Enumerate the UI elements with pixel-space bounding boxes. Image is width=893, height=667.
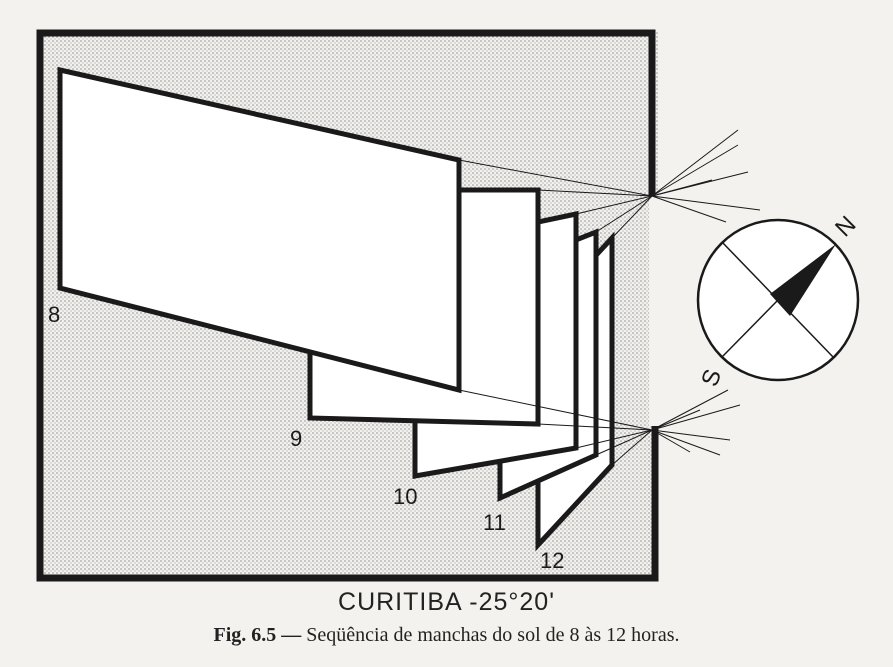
location-label: CURITIBA -25°20' — [338, 588, 555, 616]
hour-label-8: 8 — [48, 302, 61, 327]
compass — [696, 211, 861, 390]
hour-label-9: 9 — [290, 426, 303, 451]
compass-north-label: N — [830, 210, 862, 243]
hour-label-11: 11 — [483, 510, 506, 535]
hour-label-10: 10 — [393, 484, 418, 509]
figure-number: Fig. 6.5 — — [213, 624, 302, 646]
hour-label-12: 12 — [540, 548, 565, 573]
window-opening — [649, 196, 663, 426]
figure-caption-text: Seqüência de manchas do sol de 8 às 12 horas. — [306, 624, 680, 646]
figure-caption — [0, 624, 893, 647]
compass-south-label: S — [696, 365, 728, 391]
